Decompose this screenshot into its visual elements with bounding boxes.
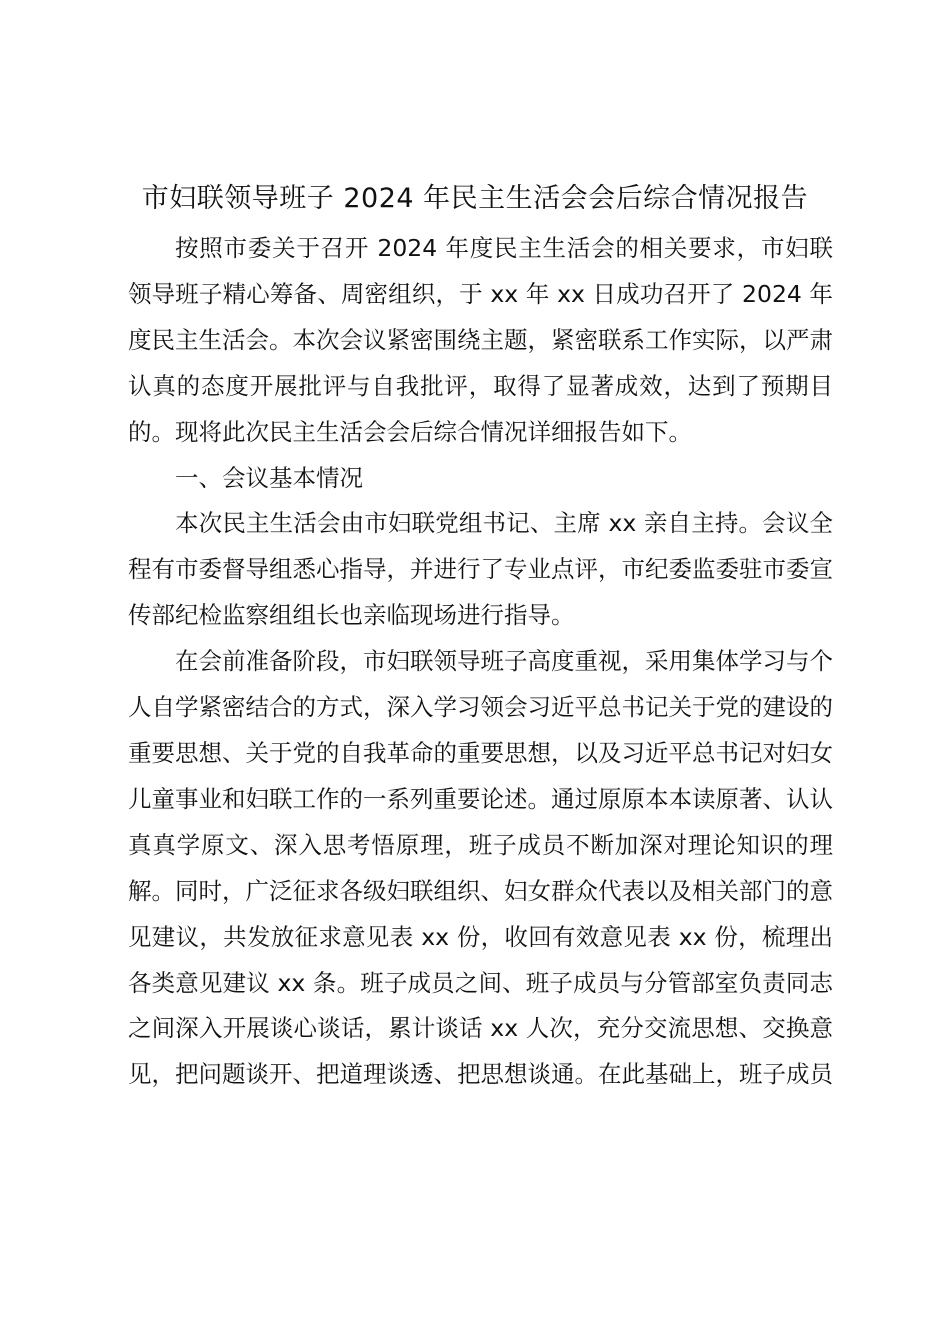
paragraph-preparation: 在会前准备阶段，市妇联领导班子高度重视，采用集体学习与个人自学紧密结合的方式，深入学习领会习近平总书记关于党的建设的重要思想、关于党的自我革命的重要思想，以及习近平总书记对妇女儿童事业和妇联工作的一系列重要论述。通过原原本本读原著、认认真真学原文、深入思考悟原理，班子成员不断加深对理论知识的理解。同时，广泛征求各级妇联组织、妇女群众代表以及相关部门的意见建议，共发放征求意见表 xx 份，收回有效意见表 xx 份，梳理出各类意见建议 xx 条。班子成员之间、班子成员与分管部室负责同志之间深入开展谈心谈话，累计谈话 xx 人次，充分交流思想、交换意见，把问题谈开、把道理谈透、把思想谈通。在此基础上，班子成员 — [128, 647, 833, 1089]
document-body — [128, 226, 833, 1098]
section-heading: 一、会议基本情况 — [175, 463, 363, 492]
paragraph-intro: 按照市委关于召开 2024 年度民主生活会的相关要求，市妇联领导班子精心筹备、周密组织，于 xx 年 xx 日成功召开了 2024 年度民主生活会。本次会议紧密围绕主题，紧密联系工作实际，以严肃认真的态度开展批评与自我批评，取得了显著成效，达到了预期目的。现将此次民主生活会会后综合情况详细报告如下。 — [128, 234, 833, 446]
document-title: 市妇联领导班子 2024 年民主生活会会后综合情况报告 — [141, 183, 809, 214]
paragraph-meeting-host: 本次民主生活会由市妇联党组书记、主席 xx 亲自主持。会议全程有市委督导组悉心指导，并进行了专业点评，市纪委监委驻市委宣传部纪检监察组组长也亲临现场进行指导。 — [128, 509, 833, 630]
